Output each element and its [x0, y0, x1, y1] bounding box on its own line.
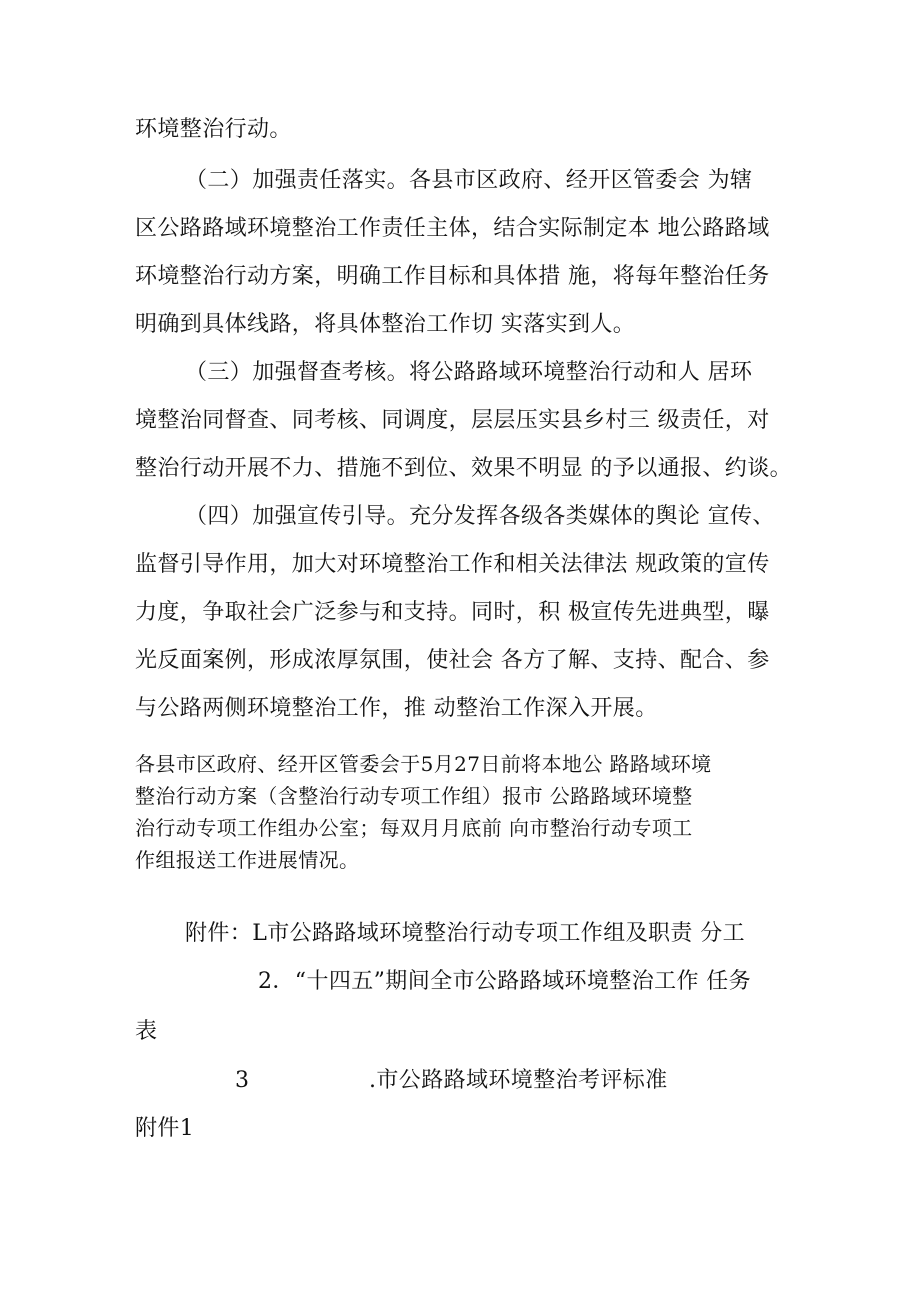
attachment-item-1: 附件：L市公路路域环境整治行动专项工作组及职责 分工 — [185, 921, 746, 946]
attachment-item-2-continuation: 表 — [135, 1019, 158, 1044]
attachment-item-3-number: 3 — [235, 1068, 250, 1093]
paragraph-line: 区公路路域环境整治工作责任主体，结合实际制定本 地公路路域 — [135, 216, 770, 241]
paragraph-line: 整治行动开展不力、措施不到位、效果不明显 的予以通报、约谈。 — [135, 456, 792, 481]
paragraph-line: 与公路两侧环境整治工作，推 动整治工作深入开展。 — [135, 696, 658, 721]
paragraph-line: 力度，争取社会广泛参与和支持。同时，积 极宣传先进典型，曝 — [135, 600, 770, 625]
paragraph-line: 环境整治行动方案，明确工作目标和具体措 施，将每年整治任务 — [135, 264, 770, 289]
paragraph-line: 境整治同督查、同考核、同调度，层层压实县乡村三 级责任，对 — [135, 408, 770, 433]
attachment-item-2: 2．“十四五”期间全市公路路域环境整治工作 任务 — [258, 969, 752, 994]
paragraph-line: 明确到具体线路，将具体整治工作切 实落实到人。 — [135, 312, 636, 337]
paragraph-line: 监督引导作用，加大对环境整治工作和相关法律法 规政策的宣传 — [135, 552, 770, 577]
notice-line: 各县市区政府、经开区管委会于5月27日前将本地公 路路域环境 — [135, 752, 712, 776]
footer-attachment-label: 附件1 — [135, 1116, 195, 1141]
notice-line: 整治行动方案（含整治行动专项工作组）报市 公路路域环境整 — [135, 784, 693, 808]
attachment-item-3-text: .市公路路域环境整治考评标准 — [369, 1068, 668, 1093]
paragraph-line: （二）加强责任落实。各县市区政府、经开区管委会 为辖 — [185, 168, 753, 193]
paragraph-line: （四）加强宣传引导。充分发挥各级各类媒体的舆论 宣传、 — [185, 504, 775, 529]
paragraph-line: 光反面案例，形成浓厚氛围，使社会 各方了解、支持、配合、参 — [135, 648, 770, 673]
continuation-line: 环境整治行动。 — [135, 117, 292, 142]
notice-line: 治行动专项工作组办公室；每双月月底前 向市整治行动专项工 — [135, 816, 693, 840]
notice-line: 作组报送工作进展情况。 — [135, 848, 360, 872]
paragraph-line: （三）加强督查考核。将公路路域环境整治行动和人 居环 — [185, 360, 753, 385]
